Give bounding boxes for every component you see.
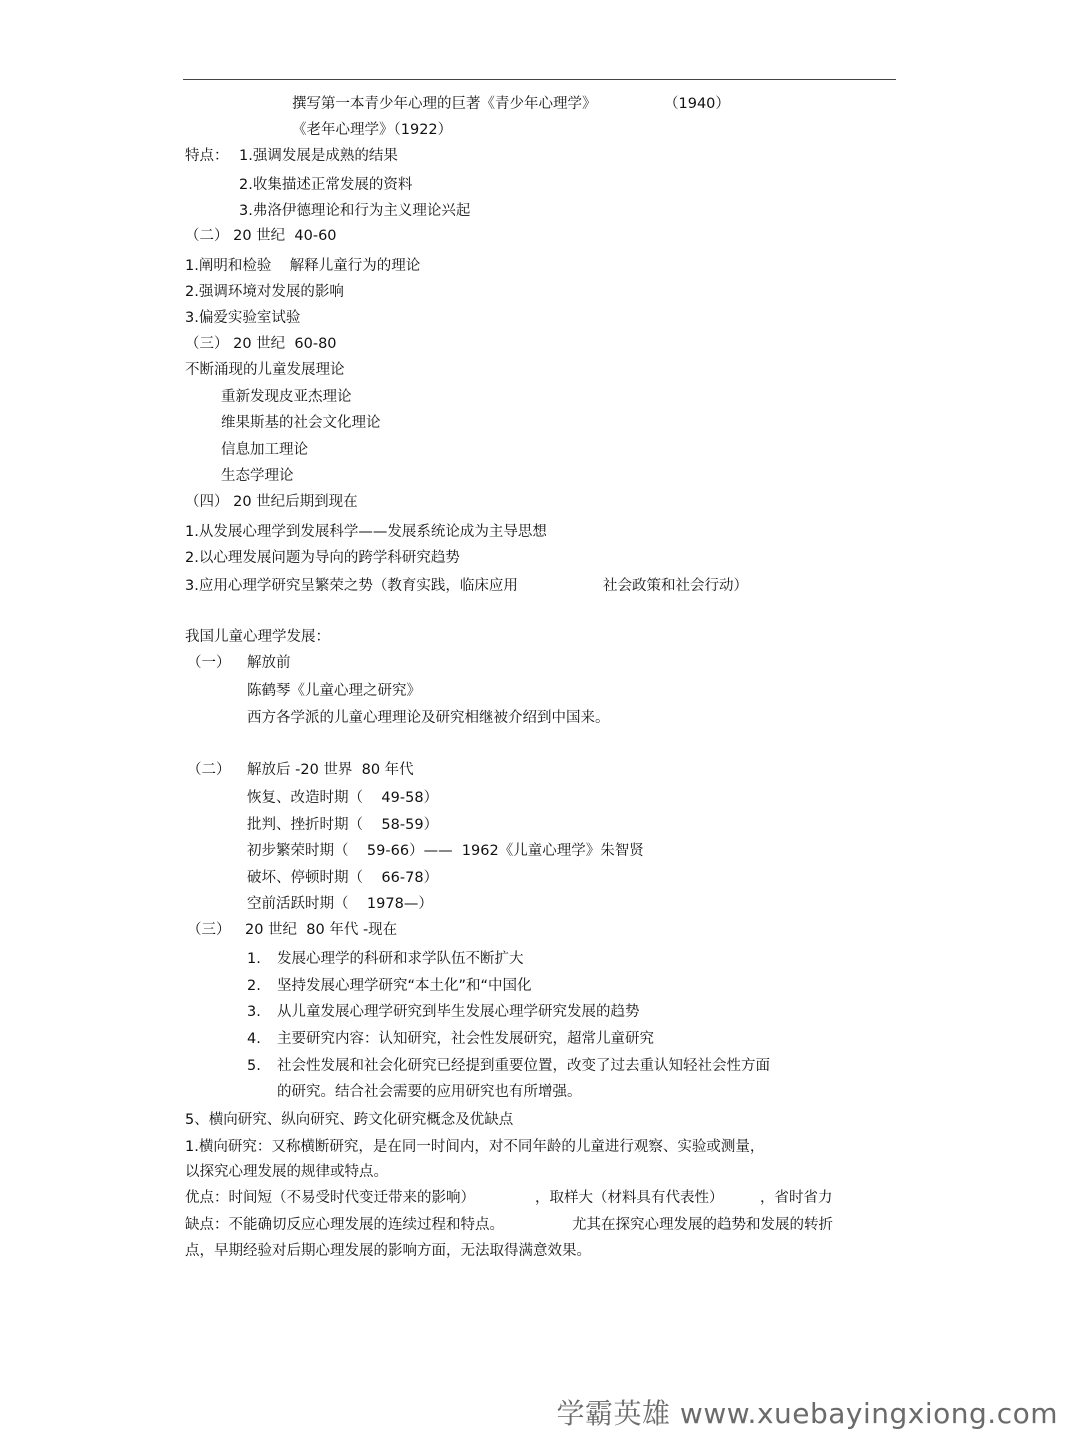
section5-title: 5、横向研究、纵向研究、跨文化研究概念及优缺点 (185, 1112, 514, 1128)
period4-item: 2.以心理发展问题为导向的跨学科研究趋势 (185, 550, 460, 566)
section5-def-cont: 以探究心理发展的规律或特点。 (185, 1164, 388, 1180)
period3-item: 生态学理论 (221, 468, 294, 484)
header-line-1-year: （1940） (664, 96, 730, 112)
china-s1-heading: 解放前 (247, 655, 291, 671)
china-s2-item: 恢复、改造时期（ 49-58） (247, 790, 439, 806)
china-s2-item: 破坏、停顿时期（ 66-78） (247, 870, 439, 886)
period3-intro: 不断涌现的儿童发展理论 (185, 362, 345, 378)
period3-item: 信息加工理论 (221, 442, 308, 458)
china-s2-item: 初步繁荣时期（ 59-66）—— 1962《儿童心理学》朱智贤 (247, 843, 644, 859)
section5-advantages-2: ，取样大（材料具有代表性） (535, 1190, 724, 1206)
section5-disadvantages: 缺点：不能确切反应心理发展的连续过程和特点。 (185, 1217, 504, 1233)
china-s3-item: 发展心理学的科研和求学队伍不断扩大 (277, 951, 524, 967)
china-s1-item: 西方各学派的儿童心理理论及研究相继被介绍到中国来。 (247, 710, 610, 726)
section5-disadvantages-2: 尤其在探究心理发展的趋势和发展的转折 (572, 1217, 833, 1233)
china-s3-num: （三） (187, 922, 231, 938)
period4-item: 1.从发展心理学到发展科学——发展系统论成为主导思想 (185, 524, 547, 540)
period2-heading: （二） 20 世纪 40-60 (185, 228, 337, 244)
china-s3-item-cont: 的研究。结合社会需要的应用研究也有所增强。 (277, 1084, 582, 1100)
period3-item: 重新发现皮亚杰理论 (221, 389, 352, 405)
features-item: 2.收集描述正常发展的资料 (239, 177, 413, 193)
china-s2-item: 批判、挫折时期（ 58-59） (247, 817, 439, 833)
china-title: 我国儿童心理学发展： (185, 629, 330, 645)
period2-item: 1.阐明和检验 解释儿童行为的理论 (185, 258, 421, 274)
period4-item-3: 3.应用心理学研究呈繁荣之势（教育实践，临床应用 (185, 578, 518, 594)
china-s3-item-num: 5. (247, 1058, 261, 1074)
china-s1-num: （一） (187, 655, 231, 671)
china-s2-num: （二） (187, 762, 231, 778)
section5-disadvantages-cont: 点，早期经验对后期心理发展的影响方面，无法取得满意效果。 (185, 1243, 591, 1259)
china-s3-item: 坚持发展心理学研究“本土化”和“中国化 (277, 978, 532, 994)
section5-advantages: 优点：时间短（不易受时代变迁带来的影响） (185, 1190, 475, 1206)
china-s3-item: 主要研究内容：认知研究，社会性发展研究，超常儿童研究 (277, 1031, 654, 1047)
china-s2-item: 空前活跃时期（ 1978—） (247, 896, 433, 912)
period4-heading: （四） 20 世纪后期到现在 (185, 494, 358, 510)
top-rule (183, 79, 896, 80)
china-s3-item-num: 2. (247, 978, 261, 994)
header-line-1: 撰写第一本青少年心理的巨著《青少年心理学》 (292, 96, 597, 112)
china-s3-item-num: 3. (247, 1004, 261, 1020)
china-s3-item: 社会性发展和社会化研究已经提到重要位置，改变了过去重认知轻社会性方面 (277, 1058, 770, 1074)
china-s3-item-num: 1. (247, 951, 261, 967)
period2-item: 3.偏爱实验室试验 (185, 310, 301, 326)
period4-item-3-cont: 社会政策和社会行动） (603, 578, 748, 594)
period3-heading: （三） 20 世纪 60-80 (185, 336, 337, 352)
china-s3-item: 从儿童发展心理学研究到毕生发展心理学研究发展的趋势 (277, 1004, 640, 1020)
features-label: 特点： (185, 148, 229, 164)
china-s1-item: 陈鹤琴《儿童心理之研究》 (247, 683, 421, 699)
features-item: 1.强调发展是成熟的结果 (239, 148, 398, 164)
header-line-2: 《老年心理学》（1922） (292, 122, 453, 138)
china-s3-heading: 20 世纪 80 年代 -现在 (245, 922, 398, 938)
china-s2-heading: 解放后 -20 世界 80 年代 (247, 762, 414, 778)
china-s3-item-num: 4. (247, 1031, 261, 1047)
section5-advantages-3: ，省时省力 (760, 1190, 833, 1206)
features-item: 3.弗洛伊德理论和行为主义理论兴起 (239, 203, 471, 219)
period3-item: 维果斯基的社会文化理论 (221, 415, 381, 431)
period2-item: 2.强调环境对发展的影响 (185, 284, 344, 300)
watermark: 学霸英雄 www.xuebayingxiong.com (556, 1397, 1058, 1430)
section5-def: 1.横向研究：又称横断研究，是在同一时间内，对不同年龄的儿童进行观察、实验或测量， (185, 1139, 765, 1155)
